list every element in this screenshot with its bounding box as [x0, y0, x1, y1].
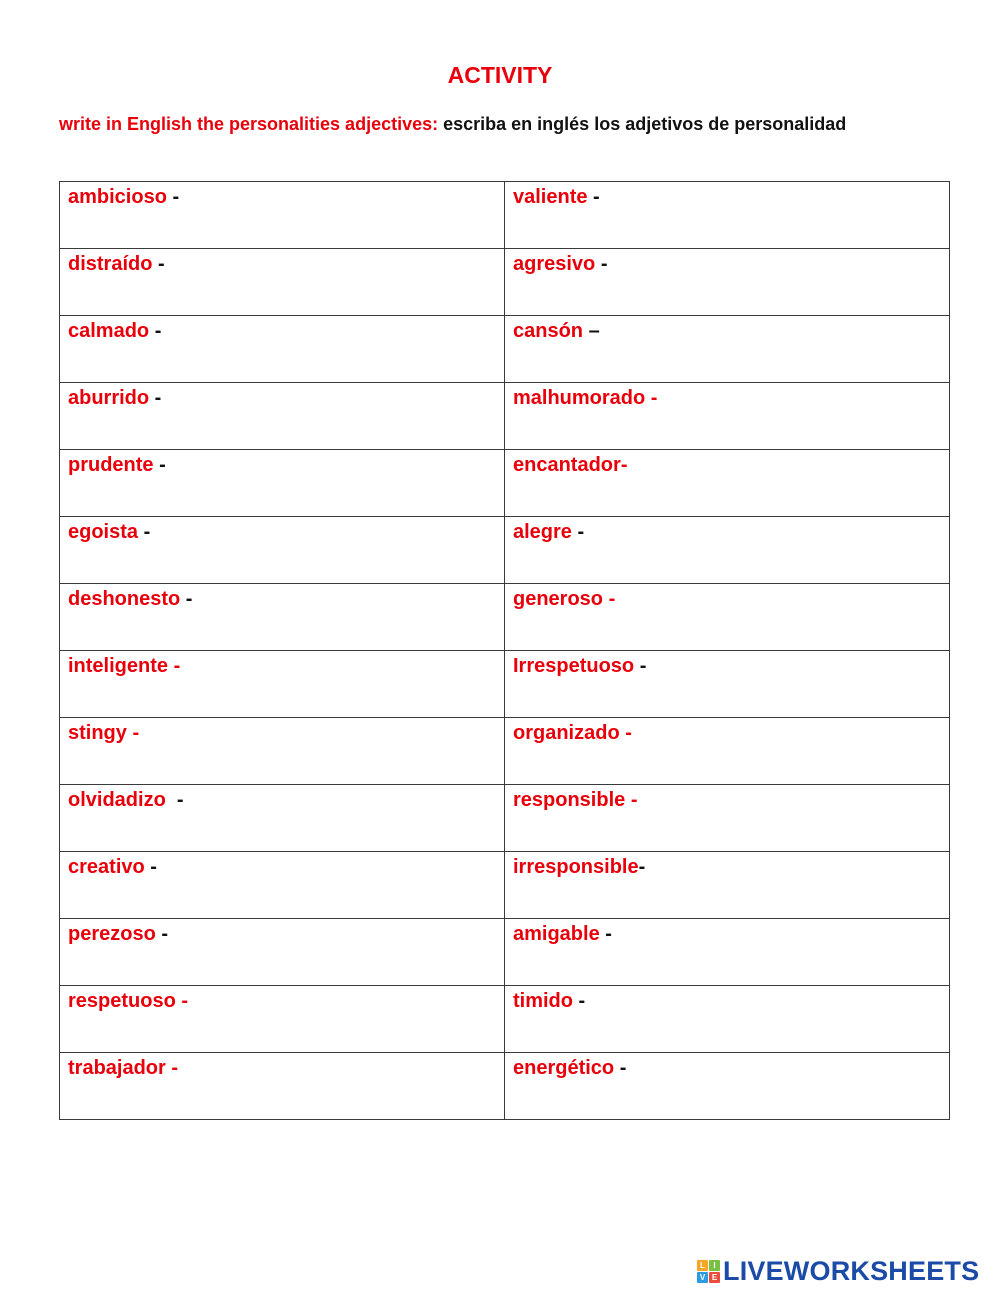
table-row [60, 584, 950, 651]
adjective-cell[interactable] [60, 182, 505, 249]
adjective-word: timido [513, 990, 573, 1012]
adjective-word: malhumorado [513, 387, 646, 409]
adjective-cell[interactable] [505, 249, 950, 316]
logo-letter-block: V [697, 1272, 708, 1283]
answer-dash: - [614, 1057, 627, 1079]
adjective-cell[interactable] [60, 316, 505, 383]
adjective-cell[interactable] [60, 986, 505, 1053]
adjective-word: energético [513, 1057, 615, 1079]
adjective-word: ambicioso [68, 186, 167, 208]
adjectives-table-body [60, 182, 950, 1120]
answer-dash: - [149, 320, 162, 342]
adjective-cell[interactable] [60, 517, 505, 584]
adjective-word: perezoso [68, 923, 156, 945]
adjective-cell[interactable] [505, 1053, 950, 1120]
answer-dash: - [619, 722, 632, 744]
adjective-word: respetuoso [68, 990, 176, 1012]
answer-dash: - [175, 990, 189, 1012]
adjective-cell[interactable] [505, 852, 950, 919]
adjective-word: organizado [513, 722, 620, 744]
adjective-cell[interactable] [505, 718, 950, 785]
answer-dash: - [180, 588, 193, 610]
adjective-cell[interactable] [505, 182, 950, 249]
adjective-word: responsible [513, 789, 626, 811]
adjective-word: deshonesto [68, 588, 181, 610]
answer-dash: - [645, 387, 658, 409]
adjective-word: amigable [513, 923, 600, 945]
answer-dash: - [599, 923, 612, 945]
adjective-word: stingy [68, 722, 127, 744]
adjective-cell[interactable] [60, 450, 505, 517]
adjective-cell[interactable] [60, 584, 505, 651]
answer-dash: - [126, 722, 140, 744]
logo-letter-block: L [697, 1260, 708, 1271]
adjective-word: encantador [513, 454, 621, 476]
adjective-cell[interactable] [60, 249, 505, 316]
adjective-cell[interactable] [60, 852, 505, 919]
instructions [59, 114, 989, 135]
answer-dash: - [165, 789, 184, 811]
answer-dash: - [168, 655, 181, 677]
adjective-word: alegre [513, 521, 572, 543]
answer-dash: - [638, 856, 646, 878]
adjective-word: irresponsible [513, 856, 639, 878]
adjective-cell[interactable] [60, 1053, 505, 1120]
liveworksheets-logo [697, 1256, 979, 1286]
table-row [60, 249, 950, 316]
logo-letter-block: I [709, 1260, 720, 1271]
table-row [60, 852, 950, 919]
adjective-word: egoista [68, 521, 139, 543]
adjective-word: cansón [513, 320, 584, 342]
answer-dash: - [634, 655, 647, 677]
adjective-cell[interactable] [505, 517, 950, 584]
adjective-cell[interactable] [60, 383, 505, 450]
adjective-cell[interactable] [60, 919, 505, 986]
adjective-word: aburrido [68, 387, 150, 409]
instructions-spanish: escriba en inglés los adjetivos de personalidad [443, 114, 847, 134]
table-row [60, 316, 950, 383]
answer-dash: – [583, 320, 600, 342]
adjective-cell[interactable] [505, 316, 950, 383]
adjective-cell[interactable] [60, 651, 505, 718]
adjective-word: generoso [513, 588, 604, 610]
adjective-cell[interactable] [505, 986, 950, 1053]
answer-dash: - [149, 387, 162, 409]
answer-dash: - [165, 1057, 179, 1079]
table-row [60, 383, 950, 450]
answer-dash: - [138, 521, 151, 543]
adjectives-table [59, 181, 950, 1120]
answer-dash: - [620, 454, 628, 476]
answer-dash: - [166, 186, 180, 208]
adjective-cell[interactable] [505, 584, 950, 651]
page-title: ACTIVITY [447, 62, 553, 88]
answer-dash: - [571, 521, 585, 543]
adjective-word: calmado [68, 320, 150, 342]
answer-dash: - [155, 923, 169, 945]
table-row [60, 986, 950, 1053]
adjective-cell[interactable] [505, 919, 950, 986]
instructions-english: write in English the personalities adjectives: [59, 114, 439, 134]
adjective-word: valiente [513, 186, 588, 208]
answer-dash: - [595, 253, 608, 275]
adjective-word: trabajador [68, 1057, 166, 1079]
adjective-cell[interactable] [505, 383, 950, 450]
table-row [60, 517, 950, 584]
adjective-word: Irrespetuoso [513, 655, 635, 677]
adjective-cell[interactable] [60, 718, 505, 785]
logo-letter-block: E [709, 1272, 720, 1283]
adjective-cell[interactable] [60, 785, 505, 852]
table-row [60, 919, 950, 986]
adjective-cell[interactable] [505, 785, 950, 852]
adjective-cell[interactable] [505, 450, 950, 517]
adjective-cell[interactable] [505, 651, 950, 718]
adjective-word: distraído [68, 253, 153, 275]
answer-dash: - [603, 588, 616, 610]
adjective-word: inteligente [68, 655, 169, 677]
answer-dash: - [152, 253, 165, 275]
table-row [60, 182, 950, 249]
logo-mark-icon [697, 1260, 720, 1283]
answer-dash: - [625, 789, 638, 811]
answer-dash: - [587, 186, 600, 208]
answer-dash: - [573, 990, 586, 1012]
table-row [60, 651, 950, 718]
answer-dash: - [153, 454, 166, 476]
table-row [60, 785, 950, 852]
logo-text: LIVEWORKSHEETS [723, 1255, 980, 1286]
adjective-word: prudente [68, 454, 154, 476]
answer-dash: - [144, 856, 157, 878]
adjective-word: agresivo [513, 253, 596, 275]
table-row [60, 450, 950, 517]
table-row [60, 718, 950, 785]
adjective-word: creativo [68, 856, 145, 878]
table-row [60, 1053, 950, 1120]
adjective-word: olvidadizo [68, 789, 166, 811]
